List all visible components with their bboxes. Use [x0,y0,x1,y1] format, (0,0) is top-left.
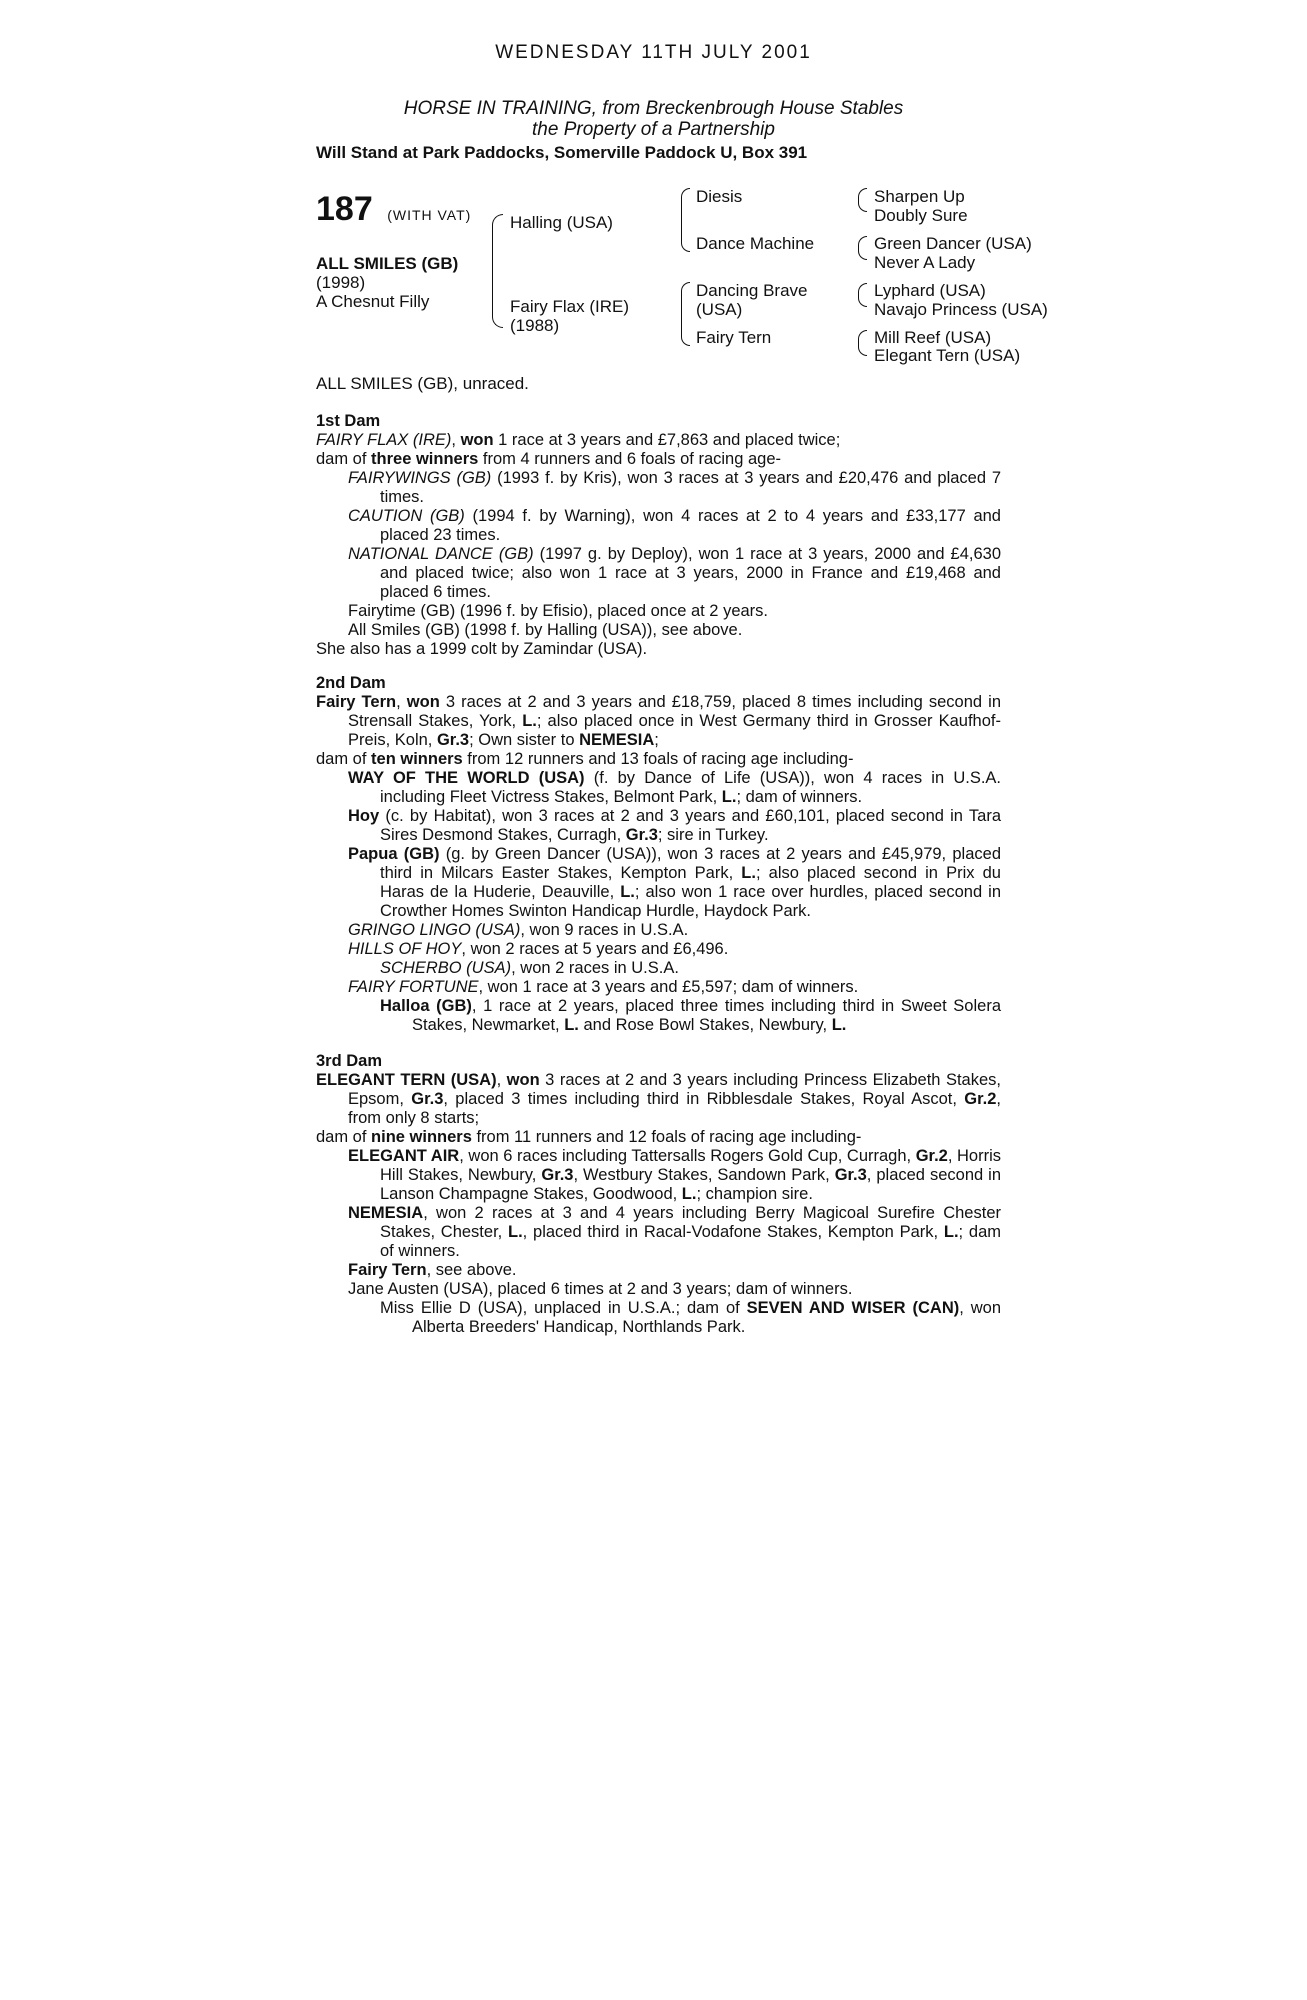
text-run: , won Alberta Breeders' Handicap, Northlands Park. [412,1299,1002,1336]
text-run: , won 9 races in U.S.A. [520,921,689,939]
text-run: ; Own sister to [469,731,580,749]
race-grade: Gr.3 [625,826,658,844]
second-dam-line [316,693,1001,750]
text-run: , 1 race at 2 years, placed three times including third in Sweet Solera Stakes, Newmarket, [412,997,1001,1034]
text-run: , Westbury Stakes, Sandown Park, [573,1166,835,1184]
text-run: (1994 f. by Warning), won 4 races at 2 to 4 years and £33,177 and placed 23 times. [380,507,1001,544]
race-grade: L. [721,788,737,806]
produce-name: ELEGANT AIR [348,1147,460,1165]
produce-name: WAY OF THE WORLD (USA) [348,769,585,787]
race-grade: L. [831,1016,847,1034]
text-run: (c. by Habitat), won 3 races at 2 and 3 years and £60,101, placed second in Tara Sires Desmond Stakes, Curragh, [379,807,1001,844]
pedigree-ds-2: (USA) [696,300,743,319]
race-grade: L. [522,712,537,730]
text-run: , won 2 races at 3 and 4 years including Berry Magicoal Surefire Chester Stakes, Chester, [380,1204,1001,1241]
produce-name: FAIRY FORTUNE [348,978,479,996]
pedigree-brace-sire [681,188,690,252]
text-run: from 12 runners and 13 foals of racing age including- [462,750,854,768]
produce-entry [316,807,1001,845]
text-run: , [451,431,461,449]
race-grade: Gr.2 [915,1147,948,1165]
pedigree-sd: Dance Machine [696,234,815,253]
pedigree-brace-main [492,214,503,328]
second-dam-title: 2nd Dam [316,674,386,692]
winners-count: ten winners [371,750,463,768]
lot-number: 187 [316,190,373,228]
produce-entry: Jane Austen (USA), placed 6 times at 2 and 3 years; dam of winners. [348,1280,853,1298]
produce-name: GRINGO LINGO (USA) [348,921,521,939]
winners-count: nine winners [371,1128,472,1146]
pedigree-ddd: Elegant Tern (USA) [874,346,1021,365]
text-run: , from only 8 starts; [348,1090,1001,1127]
race-grade: L. [741,864,756,882]
text-run: Miss Ellie D (USA), unplaced in U.S.A.; dam of [380,1299,747,1317]
horse-year: (1998) [316,273,366,292]
second-dam-produce-line [316,750,1001,769]
text-run: 3 races at 2 and 3 years and £18,759, placed 8 times including second in Strensall Stakes, York, [348,693,1002,730]
pedigree-dam-year: (1988) [510,316,560,335]
header-line-2: the Property of a Partnership [532,119,775,140]
text-run: , placed 3 times including third in Ribblesdale Stakes, Royal Ascot, [443,1090,965,1108]
text-run: ; dam of winners. [736,788,863,806]
text-run: ; [654,731,659,749]
produce-name: Halloa (GB) [380,997,472,1015]
text-run: 1 race at 3 years and £7,863 and placed twice; [493,431,841,449]
text-run: , [496,1071,507,1089]
text-run: from 4 runners and 6 foals of racing age- [478,450,781,468]
third-dam-line [316,1071,1001,1128]
text-run: , won 2 races in U.S.A. [511,959,679,977]
text-run: ; sire in Turkey. [657,826,769,844]
won-label: won [406,693,440,711]
race-grade: L. [943,1223,959,1241]
first-dam-title: 1st Dam [316,412,381,430]
text-run: dam of [316,450,372,468]
produce-entry [316,545,1001,602]
header-line-3: Will Stand at Park Paddocks, Somerville Paddock U, Box 391 [316,143,808,162]
header-line-1: HORSE IN TRAINING, from Breckenbrough House Stables [403,98,904,119]
text-run: , see above. [426,1261,517,1279]
race-grade: Gr.3 [834,1166,867,1184]
pedigree-sds: Green Dancer (USA) [874,234,1032,253]
produce-entry [316,769,1001,807]
relative-name: NEMESIA [579,731,655,749]
text-run: ; also won 1 race over hurdles, placed second in Crowther Homes Swinton Handicap Hurdle, Haydock Park. [380,883,1001,920]
won-label: won [460,431,494,449]
pedigree-dds: Mill Reef (USA) [874,328,992,347]
won-label: won [506,1071,540,1089]
produce-entry [316,1299,1001,1337]
pedigree-brace-sd [858,236,867,260]
produce-entry [316,1261,1001,1280]
third-dam-section [316,1052,1001,1337]
produce-name: FAIRYWINGS (GB) [348,469,492,487]
race-grade: Gr.3 [541,1166,574,1184]
produce-entry [316,921,1001,940]
pedigree-sss: Sharpen Up [874,187,965,206]
race-grade: Gr.2 [964,1090,997,1108]
horse-name: ALL SMILES (GB) [316,254,459,273]
pedigree-brace-dam [681,282,690,346]
pedigree-brace-ds [858,283,867,307]
pedigree-sdd: Never A Lady [874,253,976,272]
produce-name: HILLS OF HOY [348,940,462,958]
produce-name: NATIONAL DANCE (GB) [348,545,534,563]
produce-name: Fairy Tern [348,1261,427,1279]
text-run: (g. by Green Dancer (USA)), won 3 races at 2 years and £45,979, placed third in Milcars Easter Stakes, Kempton Park, [380,845,1001,882]
produce-name: SCHERBO (USA) [380,959,512,977]
race-grade: L. [508,1223,523,1241]
pedigree-ss: Diesis [696,187,743,206]
third-dam-name: ELEGANT TERN (USA) [316,1071,497,1089]
text-run: (1997 g. by Deploy), won 1 race at 3 years, 2000 and £4,630 and placed twice; also won 1 race at 3 years, 2000 in France and £19,468 and placed 6 times. [380,545,1002,601]
produce-name: NEMESIA [348,1204,424,1222]
text-run: , placed second in Lanson Champagne Stakes, Goodwood, [380,1166,1001,1203]
produce-name: CAUTION (GB) [348,507,465,525]
third-dam-title: 3rd Dam [316,1052,383,1070]
pedigree-brace-ss [858,188,867,212]
produce-entry: Fairytime (GB) (1996 f. by Efisio), placed once at 2 years. [348,602,769,620]
produce-entry: All Smiles (GB) (1998 f. by Halling (USA)), see above. [348,621,743,639]
produce-entry [316,507,1001,545]
text-run: ; also placed second in Prix du Haras de la Huderie, Deauville, [380,864,1001,901]
text-run: (1993 f. by Kris), won 3 races at 3 years and £20,476 and placed 7 times. [380,469,1001,506]
pedigree-ds-1: Dancing Brave [696,281,808,300]
first-dam-section [316,412,1001,659]
produce-entry [316,845,1001,921]
pedigree-ssd: Doubly Sure [874,206,968,225]
race-grade: L. [564,1016,579,1034]
race-grade: Gr.3 [411,1090,444,1108]
text-run: , won 2 races at 5 years and £6,496. [461,940,729,958]
second-dam-section [316,674,1001,1035]
race-grade: L. [620,883,635,901]
horse-info [316,254,458,311]
text-run: ; dam of winners. [380,1223,1001,1260]
first-dam-name: FAIRY FLAX (IRE) [316,431,452,449]
produce-entry [316,978,1001,997]
text-run: , Horris Hill Stakes, Newbury, [380,1147,1001,1184]
produce-entry [316,940,1001,959]
pedigree-brace-dd [858,330,867,356]
text-run: , [396,693,407,711]
text-run: , won 1 race at 3 years and £5,597; dam of winners. [478,978,859,996]
pedigree-dd: Fairy Tern [696,328,772,347]
produce-name: Papua (GB) [348,845,440,863]
pedigree-sire: Halling (USA) [510,213,613,232]
produce-entry [316,959,1001,978]
text-run: ; champion sire. [696,1185,813,1203]
produce-name: Hoy [348,807,380,825]
text-run: dam of [316,1128,372,1146]
third-dam-produce-line [316,1128,1001,1147]
produce-entry [316,1204,1001,1261]
produce-entry [316,469,1001,507]
winners-count: three winners [371,450,479,468]
produce-name: SEVEN AND WISER (CAN) [746,1299,960,1317]
sale-date: WEDNESDAY 11TH JULY 2001 [495,42,812,63]
horse-desc: A Chesnut Filly [316,292,430,311]
text-run: dam of [316,750,372,768]
race-grade: Gr.3 [436,731,470,749]
text-run: and Rose Bowl Stakes, Newbury, [578,1016,832,1034]
lot-vat: (WITH VAT) [387,207,472,223]
produce-note: She also has a 1999 colt by Zamindar (USA). [316,640,648,658]
race-grade: L. [681,1185,697,1203]
text-run: (f. by Dance of Life (USA)), won 4 races in U.S.A. including Fleet Victress Stakes, Belmont Park, [380,769,1002,806]
pedigree-dss: Lyphard (USA) [874,281,986,300]
text-run: , placed third in Racal-Vodafone Stakes, Kempton Park, [522,1223,944,1241]
unraced-note: ALL SMILES (GB), unraced. [316,374,529,393]
text-run: 3 races at 2 and 3 years including Princess Elizabeth Stakes, Epsom, [348,1071,1001,1108]
first-dam-line [316,431,1001,450]
second-dam-name: Fairy Tern [316,693,397,711]
text-run: , won 6 races including Tattersalls Rogers Gold Cup, Curragh, [459,1147,916,1165]
lot-heading [316,190,471,229]
text-run: ; also placed once in West Germany third in Grosser Kaufhof-Preis, Koln, [348,712,1001,749]
produce-entry [316,1147,1001,1204]
first-dam-produce-line [316,450,1001,469]
text-run: from 11 runners and 12 foals of racing age including- [471,1128,862,1146]
produce-entry [316,997,1001,1035]
pedigree-dam: Fairy Flax (IRE) [510,297,629,316]
pedigree-dsd: Navajo Princess (USA) [874,300,1048,319]
